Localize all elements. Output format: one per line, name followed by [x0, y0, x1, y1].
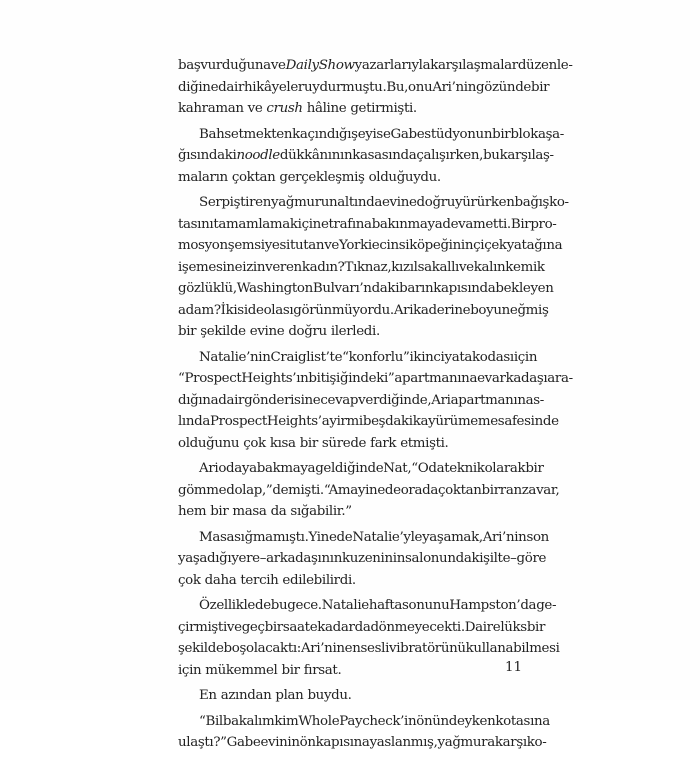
text-line: Özellikle de bu gece. Natalie hafta sonunu Hampston’da ge-	[199, 598, 557, 613]
text-line: olduğunu çok kısa bir sürede fark etmişti.	[178, 435, 449, 451]
paragraph	[178, 347, 573, 455]
text-line: hem bir masa da sığabilir.”	[178, 504, 352, 519]
text-line: şekilde boş olacaktı: Ari’nin en sesli vibratörünü kullanabilmesi	[178, 641, 560, 656]
text-line: gözlüklü, Washington Bulvarı’ndaki barın kapısında bekleyen	[178, 281, 554, 296]
paragraph	[178, 527, 549, 592]
text-line: adam? İkisi de olası görünmüyordu. Ari kaderine boyun eğmiş	[178, 302, 549, 318]
text-line: Natalie’nin Craiglist’te “konforlu” ikinci yatak odası için	[199, 349, 538, 365]
text-line: ulaştı?” Gabe evinin ön kapısına yaslanmış, yağmura karşı ko-	[178, 735, 547, 750]
paragraph	[178, 685, 521, 707]
text-line: için mükemmel bir fırsat.	[178, 662, 342, 678]
text-line: işemesine izin veren kadın? Tıknaz, kızıl sakallı ve kalın kemik	[178, 259, 545, 275]
text-line: dığına dair gönderisine cevap verdiğinde, Ari apartmanın as-	[178, 392, 544, 408]
paragraph	[178, 192, 569, 343]
text-line: Bahsetmekten kaçındığı şey ise Gabe stüdyonun bir blok aşa-	[199, 126, 564, 142]
text-line: yaşadığı yere –arkadaşının kuzeninin salonundaki şilte– göre	[178, 551, 547, 566]
text-line: kahraman ve crush hâline getirmişti.	[178, 101, 417, 116]
text-line: “Prospect Heights’ın bitişiğindeki” apartmanına ev arkadaşı ara-	[178, 371, 573, 386]
text-line: diğine dair hikâyeler uydurmuştu. Bu, onu Ari’nin gözünde bir	[178, 79, 550, 95]
text-line: tasını tamamlamak için etrafına bakınmaya devam etti. Bir pro-	[178, 216, 557, 232]
text-line: En azından plan buydu.	[199, 688, 352, 703]
text-line: bir şekilde evine doğru ilerledi.	[178, 324, 380, 339]
text-line: çok daha tercih edilebilirdi.	[178, 572, 356, 588]
paragraph	[178, 711, 550, 754]
text-line: gömme dolap,” demişti. “Ama yine de orada çoktan bir ranza var,	[178, 482, 560, 498]
text-line: başvurduğuna ve Daily Show yazarlarıyla karşılaşmalar düzenle-	[178, 58, 573, 73]
paragraph	[178, 458, 560, 523]
text-line: Serpiştiren yağmurun altında evine doğru yürürken bağış ko-	[199, 195, 569, 210]
text-line: çirmişti ve geç bir saate kadar da dönmeyecekti. Daire lüks bir	[178, 619, 546, 635]
text-line: lında Prospect Heights’a yirmi beş dakika yürüme mesafesinde	[178, 414, 559, 429]
text-line: Masa sığmamıştı. Yine de Natalie’yle yaşamak, Ari’nin son	[199, 529, 549, 545]
paragraph	[178, 55, 573, 120]
page-number: 11	[505, 660, 523, 675]
paragraph	[178, 124, 564, 189]
text-line: “Bil bakalım kim Whole Paycheck’in önündeyken kotasına	[199, 713, 550, 729]
body-text	[178, 55, 573, 758]
paragraph	[178, 595, 560, 681]
text-line: ğısındaki noodle dükkânının kasasında çalışırken, bu karşılaş-	[178, 148, 554, 163]
text-line: maların çoktan gerçekleşmiş olduğuydu.	[178, 169, 441, 185]
text-line: Ari odaya bakmaya geldiğinde Nat, “Oda teknik olarak bir	[199, 461, 544, 476]
text-line: mosyon şemsiyesi tutan ve Yorkie cinsi köpeğinin çiçek yatağına	[178, 238, 563, 253]
